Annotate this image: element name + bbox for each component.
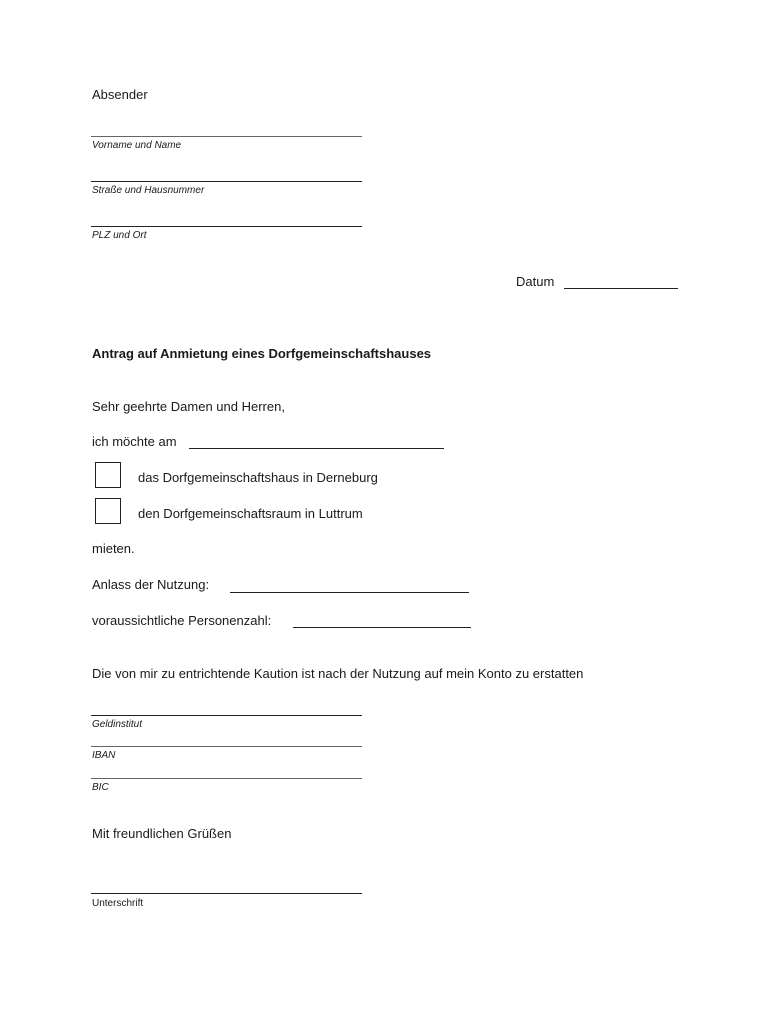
sender-city-label: PLZ und Ort: [92, 230, 147, 241]
persons-label: voraussichtliche Personenzahl:: [92, 613, 272, 628]
iban-label: IBAN: [92, 750, 116, 761]
option-luttrum-checkbox[interactable]: [95, 498, 121, 524]
sender-heading: Absender: [92, 87, 148, 102]
signature-line[interactable]: [91, 893, 362, 894]
deposit-text: Die von mir zu entrichtende Kaution ist nach der Nutzung auf mein Konto zu erstatten: [92, 666, 584, 681]
bic-line[interactable]: [91, 778, 362, 779]
iban-line[interactable]: [91, 746, 362, 747]
closing-greeting: Mit freundlichen Grüßen: [92, 826, 232, 841]
bank-line[interactable]: [91, 715, 362, 716]
sender-street-line[interactable]: [91, 181, 362, 182]
request-intro: ich möchte am: [92, 434, 177, 449]
date-label: Datum: [516, 274, 555, 289]
sender-name-label: Vorname und Name: [92, 140, 182, 151]
date-line[interactable]: [564, 288, 678, 289]
option-derneburg-checkbox[interactable]: [95, 462, 121, 488]
bank-label: Geldinstitut: [92, 719, 143, 730]
occasion-line[interactable]: [230, 592, 469, 593]
sender-street-label: Straße und Hausnummer: [92, 185, 205, 196]
bic-label: BIC: [92, 782, 109, 793]
salutation: Sehr geehrte Damen und Herren,: [92, 399, 285, 414]
sender-city-line[interactable]: [91, 226, 362, 227]
occasion-label: Anlass der Nutzung:: [92, 577, 210, 592]
option-derneburg-label: das Dorfgemeinschaftshaus in Derneburg: [138, 470, 378, 485]
sender-name-line[interactable]: [91, 136, 362, 137]
persons-line[interactable]: [293, 627, 471, 628]
signature-label: Unterschrift: [92, 898, 144, 909]
option-luttrum-label: den Dorfgemeinschaftsraum in Luttrum: [138, 506, 363, 521]
request-date-line[interactable]: [189, 448, 444, 449]
request-closing-word: mieten.: [92, 541, 135, 556]
subject-title: Antrag auf Anmietung eines Dorfgemeinschaftshauses: [92, 346, 432, 361]
